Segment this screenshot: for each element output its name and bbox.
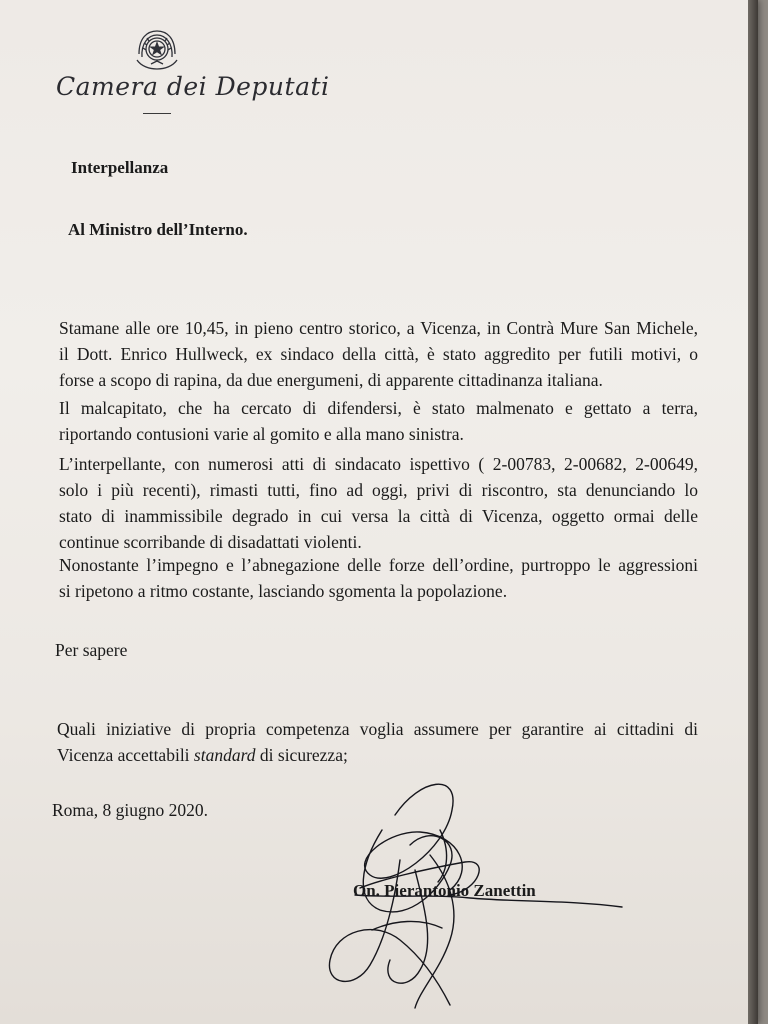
document-type-label: Interpellanza [71, 158, 169, 177]
chamber-name: Camera dei Deputati [56, 72, 330, 101]
paragraph-line: il Dott. Enrico Hullweck, ex sindaco della città, è stato aggredito per futili motivi, o [59, 344, 698, 364]
paragraph-line: si ripetono a ritmo costante, lasciando sgomenta la popolazione. [59, 581, 508, 601]
question-paragraph [57, 716, 698, 768]
paragraph-line: forse a scopo di rapina, da due energumeni, di apparente cittadinanza italiana. [59, 370, 603, 390]
paragraph-line: riportando contusioni varie al gomito e alla mano sinistra. [59, 424, 464, 444]
header-divider [143, 113, 171, 114]
question-text: Vicenza accettabili [57, 745, 194, 765]
question-italic-word: standard [193, 745, 256, 765]
place-date: Roma, 8 giugno 2020. [52, 800, 209, 820]
paragraph-line: continue scorribande di disadattati violenti. [59, 532, 362, 552]
question-text: di sicurezza; [255, 745, 348, 765]
paragraph-4 [59, 552, 698, 604]
paragraph-2 [59, 395, 698, 447]
per-sapere: Per sapere [55, 640, 128, 660]
signer-name: On. Pierantonio Zanettin [353, 881, 536, 900]
paragraph-line: stato di inammissibile degrado in cui versa la città di Vicenza, oggetto ormai delle [59, 506, 698, 526]
paragraph-line: Stamane alle ore 10,45, in pieno centro storico, a Vicenza, in Contrà Mure San Michele, [59, 318, 698, 338]
addressee: Al Ministro dell’Interno. [68, 220, 248, 239]
page-edge-shadow [748, 0, 758, 1024]
paragraph-line: Nonostante l’impegno e l’abnegazione delle forze dell’ordine, purtroppo le aggressioni [59, 555, 698, 575]
question-line-1: Quali iniziative di propria competenza voglia assumere per garantire ai cittadini di [57, 719, 698, 739]
emblem-icon [133, 24, 181, 72]
paragraph-line: solo i più recenti), rimasti tutti, fino ad oggi, privi di riscontro, sta denunciando lo [59, 480, 698, 500]
paragraph-line: Il malcapitato, che ha cercato di difendersi, è stato malmenato e gettato a terra, [59, 398, 698, 418]
handwritten-signature [300, 770, 640, 1024]
paragraph-3 [59, 451, 698, 555]
question-line-2 [57, 742, 698, 768]
paragraph-1 [59, 315, 698, 393]
paragraph-line: L’interpellante, con numerosi atti di sindacato ispettivo ( 2-00783, 2-00682, 2-00649, [59, 454, 698, 474]
